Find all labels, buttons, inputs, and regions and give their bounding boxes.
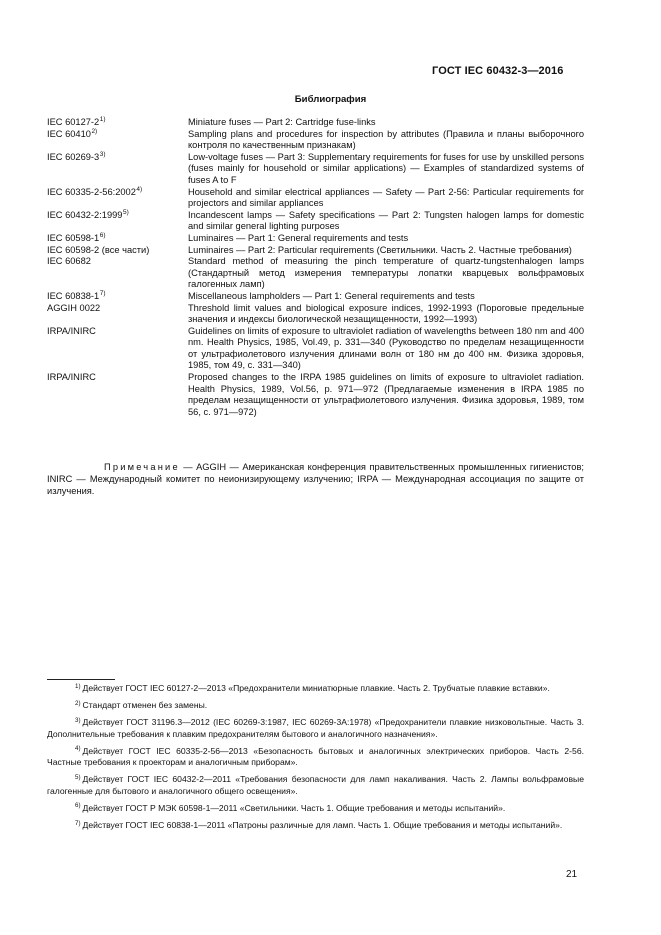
footnote-number: 5) xyxy=(75,773,81,781)
bibliography-entry xyxy=(47,326,584,372)
bibliography-description: Threshold limit values and biological exposure indices, 1992-1993 (Пороговые предельные значения и индексы биологической незащищенности, 1992—1993) xyxy=(188,302,584,325)
bibliography-ref xyxy=(47,187,188,210)
footnote-text: Действует ГОСТ 31196.3—2012 (IEC 60269-3:1987, IEC 60269-3A:1978) «Предохранители плавкие низковольтные. Часть 3. Дополнительные требования к плавким предохранителям бытового и аналогичного назначения». xyxy=(47,717,584,739)
footnote-separator xyxy=(47,679,115,680)
bibliography-description: Luminaires — Part 2: Particular requirements (Светильники. Часть 2. Частные требования) xyxy=(188,244,572,255)
bibliography-ref xyxy=(47,372,188,418)
footnote xyxy=(47,683,584,695)
bibliography-description: Low-voltage fuses — Part 3: Supplementary requirements for fuses for use by unskilled persons (fuses mainly for household or similar applications) — Examples of standardized systems of fuses A to F xyxy=(188,151,584,185)
footnote-text: Действует ГОСТ IEC 60335-2-56—2013 «Безопасность бытовых и аналогичных электрических приборов. Часть 2-56. Частные требования к проекторам и аналогичным приборам». xyxy=(47,745,584,768)
footnote-text: Стандарт отменен без замены. xyxy=(82,700,208,711)
footnote-number: 7) xyxy=(75,819,81,827)
note-paragraph xyxy=(47,461,584,498)
bibliography-description: Proposed changes to the IRPA 1985 guidelines on limits of exposure to ultraviolet radiation. Health Physics, 1989, Vol.56, p. 971—972 (Предлагаемые изменения в IRPA 1985 по пределам незащищенности от ультрафиолетового излучения. Физика здоровья, 1989, том 56, с. 971—972) xyxy=(188,372,584,417)
footnote-text: Действует ГОСТ IEC 60838-1—2011 «Патроны различные для ламп. Часть 1. Общие требования и методы испытаний». xyxy=(82,820,563,831)
standard-code-header: ГОСТ IEC 60432-3—2016 xyxy=(432,65,564,77)
bibliography-entry xyxy=(47,233,584,245)
footnote-marker: 2) xyxy=(91,127,98,135)
footnote-number: 1) xyxy=(75,682,81,690)
bibliography-ref xyxy=(47,326,188,372)
bibliography-entry xyxy=(47,245,584,257)
bibliography-ref xyxy=(47,303,188,326)
bibliography-entry xyxy=(47,291,584,303)
footnote-text: Действует ГОСТ IEC 60127-2—2013 «Предохранители миниатюрные плавкие. Часть 2. Трубчатые плавкие вставки». xyxy=(82,683,550,693)
page-number: 21 xyxy=(566,869,578,880)
note-label: Примечание xyxy=(104,462,180,472)
footnote-text: Действует ГОСТ IEC 60432-2—2011 «Требования безопасности для ламп накаливания. Часть 2. Лампы вольфрамовые галогенные для бытового и аналогичного общего освещения». xyxy=(47,774,584,796)
footnote-marker: 7) xyxy=(99,289,106,297)
footnote-text: Действует ГОСТ Р МЭК 60598-1—2011 «Светильники. Часть 1. Общие требования и методы испытаний». xyxy=(82,802,506,813)
footnote-marker: 5) xyxy=(122,208,129,216)
bibliography-entry xyxy=(47,256,584,291)
footnote-number: 2) xyxy=(75,699,81,707)
bibliography-entry xyxy=(47,303,584,326)
footnote-marker: 4) xyxy=(136,185,143,193)
bibliography-description: Miniature fuses — Part 2: Cartridge fuse-links xyxy=(188,117,376,127)
bibliography-ref-text: IEC 60410 xyxy=(47,128,91,139)
bibliography-entry xyxy=(47,117,584,129)
bibliography-ref xyxy=(47,152,188,187)
bibliography-ref-text: IEC 60127-2 xyxy=(47,117,100,127)
footnotes-list xyxy=(47,683,584,837)
bibliography-ref xyxy=(47,117,188,129)
bibliography-ref-text: IRPA/INIRC xyxy=(47,372,96,383)
bibliography-description: Sampling plans and procedures for inspection by attributes (Правила и планы выборочного контроля по качественным признакам) xyxy=(188,128,584,151)
bibliography-ref-text: IEC 60838-1 xyxy=(47,290,100,301)
bibliography-ref xyxy=(47,210,188,233)
bibliography-title: Библиография xyxy=(294,94,367,105)
footnote-number: 6) xyxy=(75,802,81,810)
bibliography-entry xyxy=(47,210,584,233)
bibliography-ref-text: IEC 60598-1 xyxy=(47,232,100,243)
bibliography-description: Miscellaneous lampholders — Part 1: General requirements and tests xyxy=(188,290,475,301)
footnote-marker: 1) xyxy=(99,116,106,123)
bibliography-ref xyxy=(47,245,188,257)
footnote-marker: 3) xyxy=(99,150,106,158)
footnote-number: 3) xyxy=(75,716,81,724)
bibliography-description: Household and similar electrical appliances — Safety — Part 2-56: Particular requirements for projectors and similar appliances xyxy=(188,186,584,209)
footnote xyxy=(47,717,584,740)
footnote xyxy=(47,820,584,832)
bibliography-ref-text: IEC 60269-3 xyxy=(47,151,100,162)
bibliography-ref xyxy=(47,291,188,303)
bibliography-description: Guidelines on limits of exposure to ultraviolet radiation of wavelengths between 180 nm and 400 nm. Health Physics, 1985, Vol.49, p. 331—340 (Руководство по пределам незащищенности от ультрафиолетового излучения длинами волн от 180 нм до 400 нм. Физика здоровья, 1985, том 49, с. 331—340) xyxy=(188,325,584,371)
bibliography-ref-text: IEC 60335-2-56:2002 xyxy=(47,186,136,197)
bibliography-ref-text: IRPA/INIRC xyxy=(47,325,96,336)
footnote xyxy=(47,774,584,797)
bibliography-description: Standard method of measuring the pinch temperature of quartz-tungstenhalogen lamps (Стандартный метод измерения температуры лопатки кварцевых вольфрамовых галогенных ламп) xyxy=(188,256,584,290)
bibliography-ref xyxy=(47,256,188,291)
bibliography-ref xyxy=(47,129,188,152)
footnote xyxy=(47,746,584,769)
bibliography-description: Luminaires — Part 1: General requirements and tests xyxy=(188,232,409,243)
bibliography-ref-text: AGGIH 0022 xyxy=(47,302,101,313)
bibliography-entry xyxy=(47,372,584,418)
bibliography-entry xyxy=(47,129,584,152)
footnote xyxy=(47,700,584,712)
bibliography-entry xyxy=(47,152,584,187)
bibliography-description: Incandescent lamps — Safety specifications — Part 2: Tungsten halogen lamps for domestic and similar general lighting purposes xyxy=(188,209,584,232)
note-text: — AGGIH — Американская конференция правительственных промышленных гигиенистов; INIRC — Международный комитет по неионизирующему излучению; IRPA — Международная ассоциация по защите от излучения. xyxy=(47,462,584,497)
bibliography-list xyxy=(47,117,584,418)
bibliography-ref-text: IEC 60432-2:1999 xyxy=(47,209,123,220)
bibliography-ref-text: IEC 60682 xyxy=(47,256,91,267)
footnote-marker: 6) xyxy=(99,231,106,239)
footnote xyxy=(47,803,584,815)
footnote-number: 4) xyxy=(75,745,81,753)
bibliography-entry xyxy=(47,187,584,210)
bibliography-ref xyxy=(47,233,188,245)
bibliography-ref-text: IEC 60598-2 (все части) xyxy=(47,244,150,255)
